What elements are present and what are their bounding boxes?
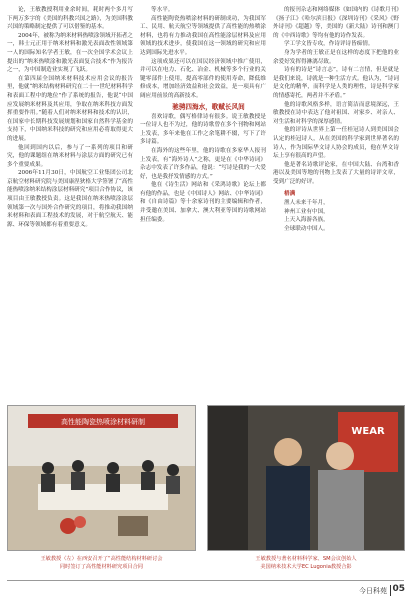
portrait-photo <box>207 405 405 551</box>
article-paragraph: 他是著名诗歌评论家，在中国大陆、台湾和香港以及美国等地的刊物上发表了大量的诗评文章，受到广泛的好评。 <box>273 161 399 185</box>
poster-text: WEAR <box>351 426 385 437</box>
photo-caption-right-line1: 王敏教授与著名材料科学家、SM会议创始人 <box>255 556 357 562</box>
photo-caption-right-line2: 美国纳米技术大学EC Lugonia教授合影 <box>260 564 352 570</box>
photo-caption-left-line1: 王敏教授（左）在西安召开了“高性能结构材料研讨会 <box>40 556 163 562</box>
article-paragraph: 他的诗歌风格多样，语言简洁而意境深远，王敏教授在诗中表达了他对祖国、对家乡、对亲人、对生活和对科学的深厚感情。 <box>273 101 399 125</box>
poem-line: 神州工业有中国， <box>284 208 329 215</box>
article-paragraph: 诗有的诗是“诗言志”，诗有二言情，但是就是是我们来说，诗就是一种生活方式。他认为，“诗词是文化的精华，而科学是人类的理性，诗是科学家的情感寄托，两者并不矛盾。” <box>273 67 399 99</box>
article-paragraph: 在第四届全国纳米材料技术应用会议的报告里，他就“纳米结构材料研究在二十一世纪材料科学和表面工程中的地位”作了系统的报告，他说“中国应发展纳米材料及其应用，争取在纳米科技方面发挥重要作用。”随着人们对纳米材料和技术的认识，在国家中长期科技发展规划和国家自然科学基金的支持下，中国纳米科技的研究和应用必将取得更大的进展。 <box>7 75 133 142</box>
portrait-photo-illustration <box>208 406 405 551</box>
article-column-3 <box>273 6 399 403</box>
photo-section <box>0 405 411 577</box>
photo-caption-right <box>207 555 405 571</box>
section-subheading: 驰骋四海水，歌赋长风间 <box>172 102 245 111</box>
article-paragraph: 他在《诗生活》网站和《采鸿诗歌》论坛上都有他的作品，也是《中国诗人》网站、《中华诗词》和《自由诗篇》等十余家诗刊的主要编辑和作者，并受邀在美国、加拿大、澳大利亚等国的诗歌网站担任编委。 <box>140 182 266 223</box>
page-number: 05 <box>392 584 405 594</box>
article-paragraph: 等水平。 <box>151 7 174 13</box>
article-paragraph: 学工学文皆专攻，作诗评诗皆痴情。 <box>284 41 374 48</box>
article-paragraph: 在海外的这些年里，他的诗歌在多家华人报刊上发表，有“海外诗人”之称，更是在《中华诗词》杂志中发表了许多作品，他说：“写诗是我的一大爱好，也是我抒发情感的方式。” <box>140 147 266 180</box>
article-paragraph: 他回到国内以后，参与了一系列的项目和研究，他的课题组在纳米材料与涂层方面的研究已有多个重要成果。 <box>7 144 133 168</box>
article-paragraph: 身为学者的王敏正是在这样的态度下把他的业余爱好发挥得淋漓尽致。 <box>273 49 399 65</box>
conference-photo <box>7 405 196 551</box>
article-paragraph: 2004年，被称为纳米材料热喷涂领域开拓者之一，韩士元正用于纳米材料和激光表面改性领域第一人的国际知名学者王敏，在一次全国学术会议上提出的“纳米热喷涂和激光表面复合技术”作为报告之一，为中国制造业实现了飞跃。 <box>7 32 133 74</box>
article-paragraph: 高性能陶瓷热喷涂材料的研制成功，为我国军工、民用、航天航空等领域提供了高性能的热喷涂材料，也将有力推动我国在高性能涂层材料及应用领域的技术进步，使我国在这一领域的研究和应用达到国际先进水平。 <box>140 15 266 56</box>
poem-line: 全球联动中国人。 <box>284 225 329 232</box>
poem-line: 渔人未来千年月， <box>284 200 329 207</box>
footer-separator <box>390 585 391 596</box>
poem-line: 上天入海游各族， <box>284 217 329 224</box>
article-paragraph: 论，王敏教授利用业余时间，耗时两个多月写下两万多字的《美国的科教兴国之路》，为美国科教兴国的策略制定提供了可以借鉴的基本。 <box>7 7 133 31</box>
conference-photo-illustration <box>8 406 196 551</box>
article-column-1 <box>7 6 133 403</box>
article-paragraph: 2006年11月30日，中国航空工业集团公司北京航空材料研究院与美国康涅狄格大学签署了“高性能热喷涂纳米结构涂层材料研究”项目合作协议，该项目由王敏教授负责。这是我国在纳米热喷涂涂层领域第一次与国外合作研究的项目，将推动我国纳米材料和表面工程技术的发展，对于航空航天、能源、环保等领域都有着重要意义。 <box>7 170 133 228</box>
photo-caption-left <box>7 555 196 571</box>
poem-title: 梧满 <box>284 191 296 198</box>
conference-banner: 高性能陶瓷热喷涂材料研制 <box>61 418 145 426</box>
article-column-2 <box>140 6 266 403</box>
magazine-name: 今日科苑 <box>359 587 387 595</box>
article-paragraph: 这项成果还可以在国民经济领域中推广使用，并可以在电力、石化、冶金、机械等多个行业的关键零部件上使用，提高零部件的使用寿命，降低维修成本，增加经济效益和社会效益，是一项具有广阔应用前景的高新技术。 <box>140 58 266 99</box>
article-paragraph: 他的评诗从世界上第一任桂冠诗人到美国国会认定的桂冠诗人，从在美国的科学家到世界著名的诗人，作为国际华文诗人协会的成员，他在华文诗坛上享有很高的声望。 <box>273 127 399 160</box>
footer-divider <box>7 580 404 581</box>
page-footer <box>0 580 411 600</box>
article-paragraph: 的报刊杂志和网络媒体《如国内的《诗歌月刊》《扬子江》《哈尔滨日报》《深圳诗刊》《采风》《野外诗刊》《超越》等，美国的《新大陆》诗刊和澳门的《中西诗歌》等均有他的诗作发表。 <box>273 7 399 39</box>
photo-caption-left-line2: 同时签订了高性能材料研究项目合同 <box>59 564 143 570</box>
article-paragraph: 喜欢诗歌，偶写格律诗有很多。说王敏教授是一位诗人也不为过，他的诗歌曾在多个刊物和网站上发表，多年来他在工作之余笔耕不辍，写下了许多诗篇。 <box>140 113 266 146</box>
